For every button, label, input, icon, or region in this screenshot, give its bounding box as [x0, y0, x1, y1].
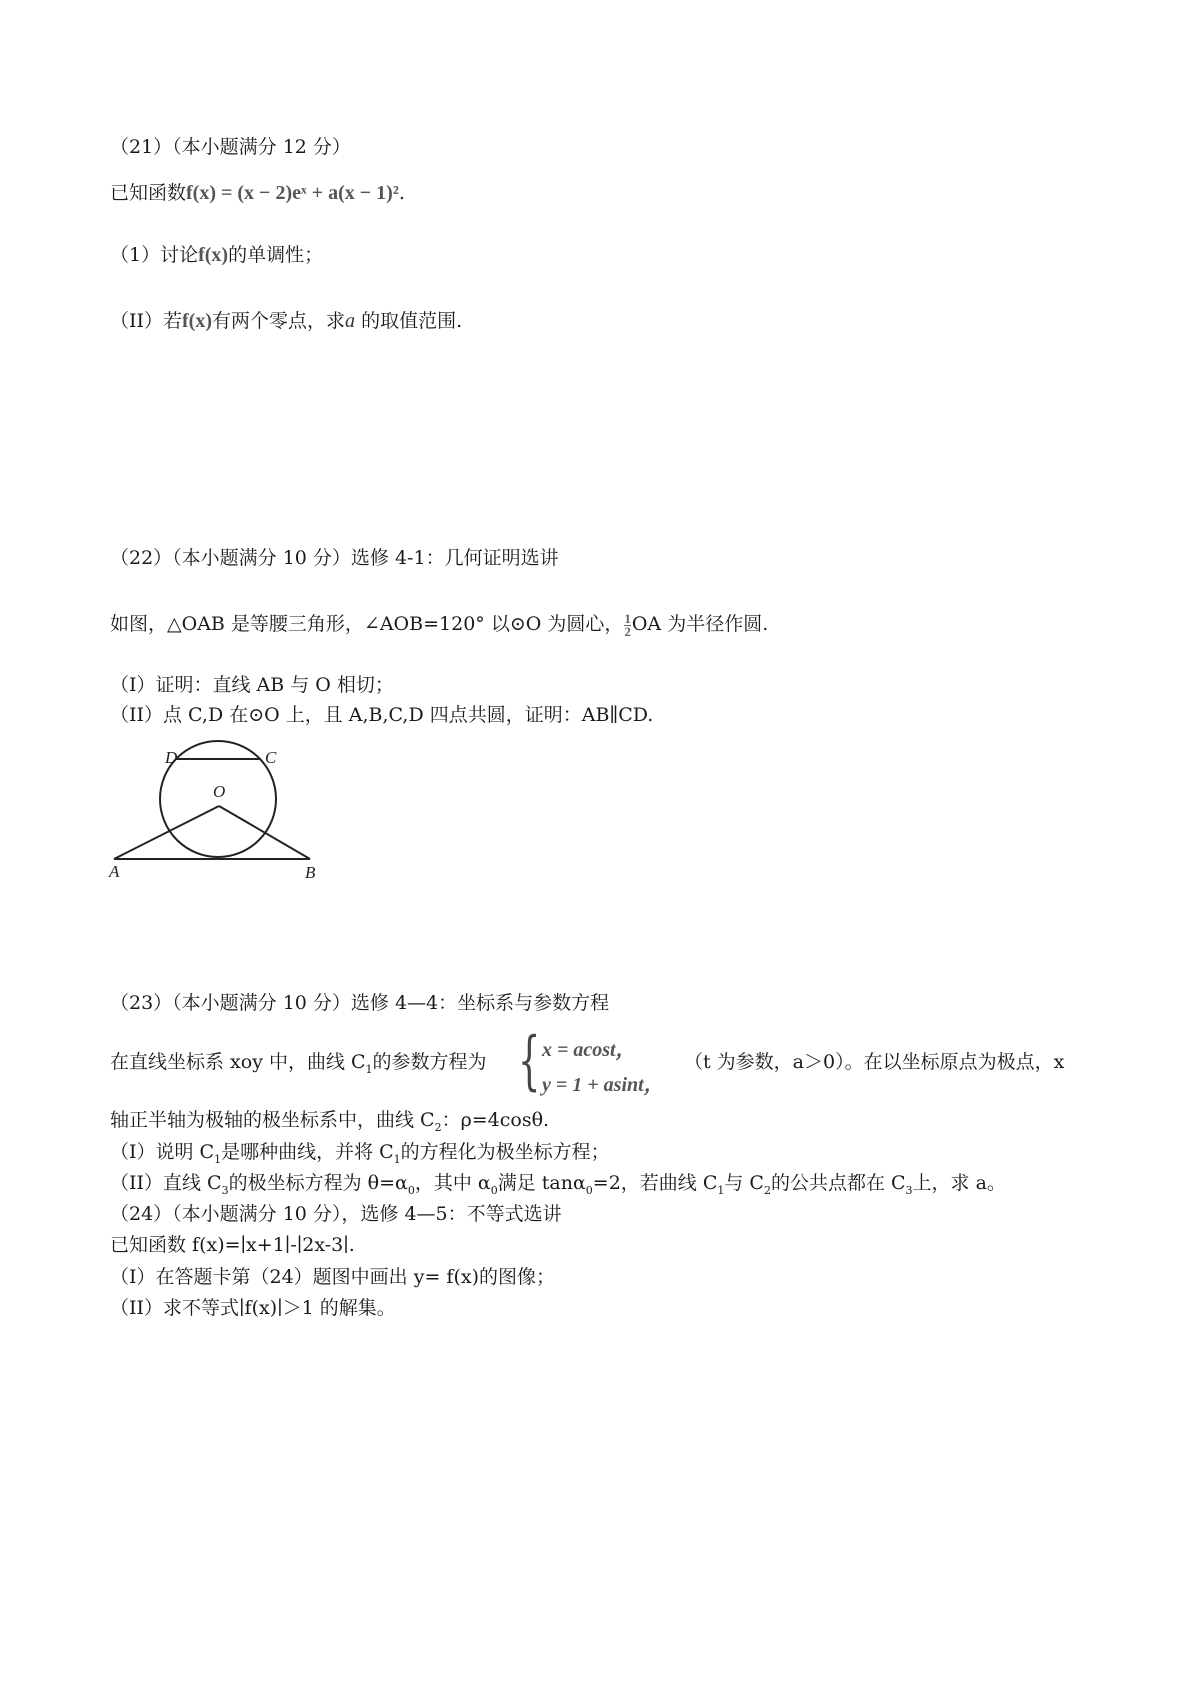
q22-stem-prefix: 如图，△OAB 是等腰三角形，∠AOB=120° 以⊙O 为圆心，	[110, 613, 624, 635]
q23-part2-d: 满足 tanα	[497, 1172, 586, 1194]
q23-stem-suffix: （t 为参数，a＞0）。在以坐标原点为极点，x	[684, 1051, 1065, 1073]
fraction-denominator: 2	[624, 623, 631, 639]
q23-part2	[110, 1170, 1006, 1204]
q23-part1-c: 的方程化为极坐标方程；	[400, 1141, 610, 1163]
q23-part2-sub-e: 1	[717, 1183, 725, 1197]
q23-part2-sub-g: 3	[905, 1183, 913, 1197]
q23-eq2: y = 1 + asint，	[542, 1074, 664, 1096]
q23-line2-b: ：ρ=4cosθ.	[441, 1109, 550, 1131]
q23-eq1: x = acost，	[542, 1039, 636, 1061]
q22-stem	[110, 611, 768, 638]
q24-part1: （I）在答题卡第（24）题图中画出 y= f(x)的图像；	[110, 1266, 555, 1288]
label-a: A	[109, 862, 120, 880]
q21-part2-prefix: （II）若	[110, 310, 183, 332]
q23-part2-h: 上，求 a。	[912, 1172, 1006, 1194]
q23-part1-b: 是哪种曲线，并将 C	[221, 1141, 394, 1163]
q23-line2-a: 轴正半轴为极轴的极坐标系中，曲线 C	[110, 1109, 435, 1131]
q23-part2-a: （II）直线 C	[110, 1172, 222, 1194]
segment-ob	[219, 806, 310, 859]
geometry-diagram	[107, 735, 322, 880]
q21-part2-formula: f(x)	[182, 310, 212, 332]
q21-part2-var: a	[345, 310, 356, 332]
q23-part1	[110, 1139, 610, 1173]
q23-part2-g: 的公共点都在 C	[770, 1172, 906, 1194]
q21-part2-suffix: 的取值范围.	[361, 310, 463, 332]
q21-stem-prefix: 已知函数	[110, 182, 187, 204]
q22-geometry-figure	[107, 735, 322, 880]
q23-parametric-system	[518, 1024, 678, 1098]
q21-stem-formula: f(x) = (x − 2)eˣ + a(x − 1)²	[186, 182, 399, 204]
q24-part2: （II）求不等式∣f(x)∣＞1 的解集。	[110, 1297, 396, 1319]
q24-stem: 已知函数 f(x)=∣x+1∣-∣2x-3∣.	[110, 1234, 355, 1256]
q23-part2-sub-d: 0	[585, 1183, 593, 1197]
q23-part2-f: 与 C	[724, 1172, 764, 1194]
fraction-numerator: 1	[624, 610, 631, 626]
q23-stem-prefix-b: 的参数方程为	[372, 1051, 487, 1073]
q21-header: （21）（本小题满分 12 分）	[110, 136, 351, 158]
q21-part2-mid: 有两个零点，求	[212, 310, 346, 332]
q23-line2	[110, 1107, 549, 1141]
q21-part1	[110, 242, 323, 268]
q23-part2-e: =2，若曲线 C	[592, 1172, 718, 1194]
q23-stem-sub-1: 1	[365, 1062, 373, 1076]
q21-part2	[110, 308, 462, 334]
q23-part1-a: （I）说明 C	[110, 1141, 215, 1163]
q21-part1-prefix: （1）讨论	[110, 244, 199, 266]
q23-part2-sub-a: 3	[221, 1183, 229, 1197]
label-o: O	[213, 782, 226, 801]
label-d: D	[165, 748, 178, 767]
q23-part1-sub-b: 1	[393, 1152, 401, 1166]
q23-stem-prefix-a: 在直线坐标系 xoy 中，曲线 C	[110, 1051, 366, 1073]
q23-part2-b: 的极坐标方程为 θ=α	[228, 1172, 408, 1194]
q22-part1: （I）证明：直线 AB 与 O 相切；	[110, 674, 394, 696]
q22-stem-suffix: OA 为半径作圆.	[631, 613, 769, 635]
q21-stem	[110, 180, 405, 206]
q23-line2-sub: 2	[434, 1120, 442, 1134]
q22-header: （22）（本小题满分 10 分）选修 4-1：几何证明选讲	[110, 547, 559, 569]
q23-part1-sub-a: 1	[214, 1152, 222, 1166]
label-c: C	[265, 748, 277, 767]
q23-part2-sub-c: 0	[490, 1183, 498, 1197]
q21-part1-suffix: 的单调性；	[228, 244, 324, 266]
q23-header: （23）（本小题满分 10 分）选修 4—4：坐标系与参数方程	[110, 992, 610, 1014]
q21-stem-suffix: .	[398, 182, 405, 204]
segment-oa	[114, 806, 219, 859]
q23-stem	[110, 1049, 487, 1083]
q23-part2-sub-f: 2	[763, 1183, 771, 1197]
q22-part2: （II）点 C,D 在⊙O 上，且 A,B,C,D 四点共圆，证明：AB∥CD.	[110, 704, 654, 726]
q23-part2-sub-b: 0	[407, 1183, 415, 1197]
label-b: B	[305, 863, 316, 880]
q23-part2-c: ，其中 α	[414, 1172, 491, 1194]
q21-part1-formula: f(x)	[198, 244, 229, 266]
left-brace: {	[518, 1024, 541, 1098]
q24-header: （24）（本小题满分 10 分），选修 4—5：不等式选讲	[110, 1203, 562, 1225]
q22-stem-fraction	[624, 610, 631, 639]
